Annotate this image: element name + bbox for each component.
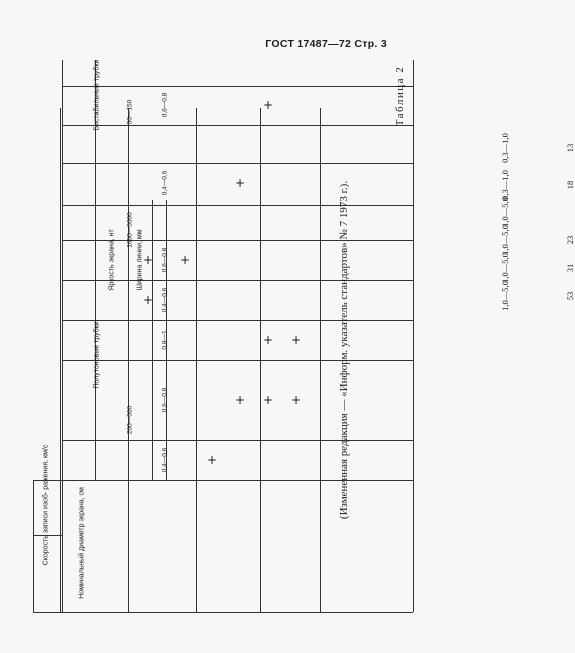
width-col-5: 0,4—0,6 [161, 170, 169, 196]
table-caption: Таблица 2 [394, 65, 406, 127]
row-speed: 1,0—5,0 [500, 197, 510, 227]
header-diameter: Номинальный диаметр экрана, см [78, 487, 86, 599]
plus-mark: + [262, 98, 274, 112]
brightness-rule [152, 200, 153, 480]
page-header: ГОСТ 17487—72 Стр. 3 [265, 38, 387, 50]
width-col-1: 0,6—0,8 [161, 387, 169, 413]
semitone-divider [62, 360, 413, 361]
row-speed: 1,0—5,0 [500, 281, 510, 311]
header-line-width: Ширина линии, мм [136, 229, 144, 291]
row-diameter: 13 [565, 143, 575, 153]
row-diameter: 18 [565, 180, 575, 190]
header-speed: Скорость записи изоб- ражения, км/с [42, 444, 50, 566]
range-200-500: 200—500 [126, 405, 134, 435]
plus-mark: + [262, 393, 274, 407]
width-divider [62, 163, 413, 164]
header-brightness: Яркость экрана, нт [108, 229, 116, 291]
row-speed: 1,0—5,0 [500, 253, 510, 283]
width-col-0: 0,4—0,6 [161, 447, 169, 473]
row-speed: 0,3—1,0 [500, 170, 510, 200]
width-col-4: 0,6—0,8 [161, 247, 169, 273]
group-rule [62, 60, 63, 612]
header-col-rule [33, 480, 34, 612]
table-bottom-rule [33, 612, 413, 613]
row-diameter: 53 [565, 291, 575, 301]
plus-mark: + [290, 393, 302, 407]
width-col-2: 0,8—1 [161, 330, 169, 350]
plus-mark: + [179, 253, 191, 267]
row-speed: 0,3—1,0 [500, 133, 510, 163]
width-divider [62, 320, 413, 321]
range-1000-5000: 1000—5000 [126, 212, 134, 248]
plus-mark: + [206, 453, 218, 467]
width-col-6: 0,6—0,8 [161, 92, 169, 118]
bistable-divider [62, 125, 413, 126]
plus-mark: + [262, 333, 274, 347]
range-50-150: 50—150 [126, 99, 134, 125]
width-divider [62, 440, 413, 441]
plus-mark: + [142, 293, 154, 307]
plus-mark: + [290, 333, 302, 347]
plus-mark: + [234, 393, 246, 407]
width-divider [62, 86, 413, 87]
row-speed: 1,0—5,0 [500, 225, 510, 255]
header-body-divider [33, 480, 413, 481]
plus-mark: + [234, 176, 246, 190]
header-semitone: Полутоновые трубки [93, 321, 101, 389]
row-rule [60, 108, 61, 612]
row-diameter: 23 [565, 235, 575, 245]
range-divider [62, 205, 413, 206]
plus-mark: + [142, 253, 154, 267]
header-bistable: Бистабильные трубки [93, 59, 101, 131]
width-col-3: 0,4—0,6 [161, 287, 169, 313]
table-outer-rule [413, 60, 414, 612]
footnote: (Измененная редакция — «Информ. указатель стандартов» № 7 1973 г.). [338, 180, 350, 520]
row-diameter: 31 [565, 263, 575, 273]
